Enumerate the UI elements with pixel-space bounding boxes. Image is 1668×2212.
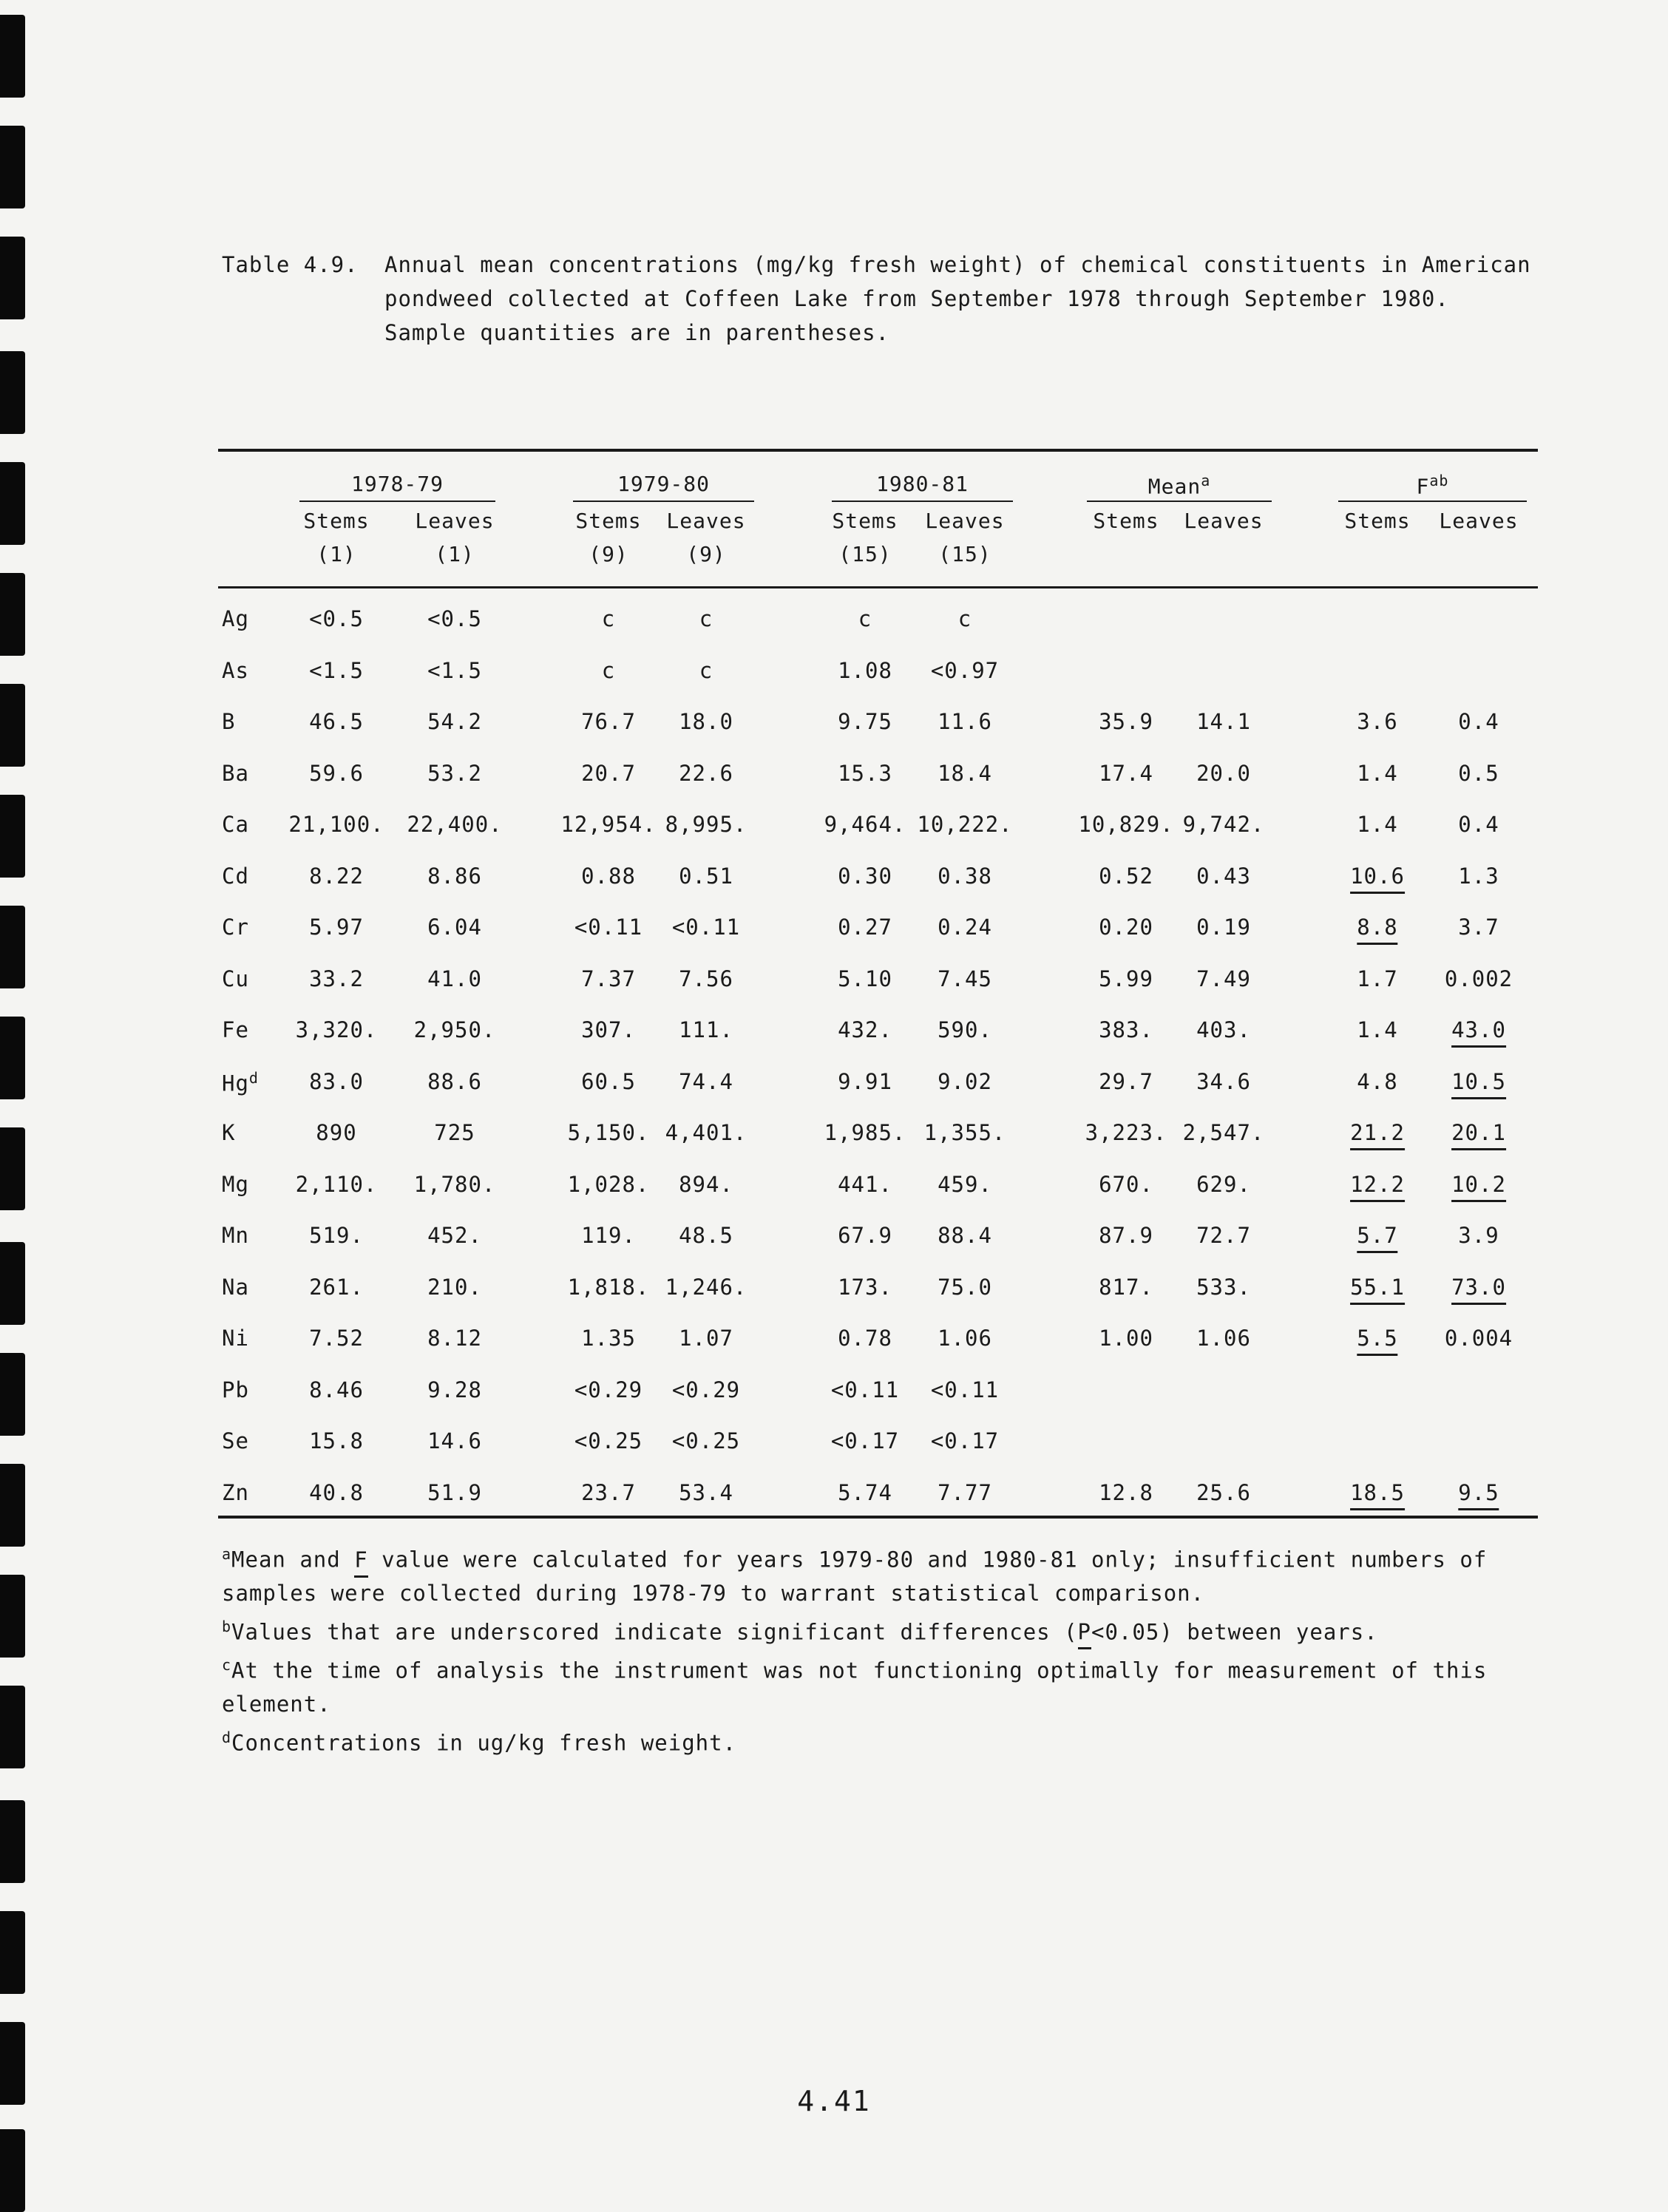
table-cell: 7.45 <box>938 966 992 991</box>
table-cell: 3.9 <box>1458 1223 1499 1248</box>
table-cell: 43.0 <box>1451 1017 1506 1048</box>
column-subheader: Leaves <box>1184 509 1264 533</box>
bottom-rule <box>218 1516 1538 1519</box>
table-cell: 53.4 <box>679 1479 733 1505</box>
column-group-header: 1979-80 <box>617 472 711 496</box>
table-cell: 75.0 <box>938 1274 992 1300</box>
table-cell: 173. <box>838 1274 892 1300</box>
table-cell: 7.37 <box>581 966 636 991</box>
binder-hole <box>0 1464 25 1547</box>
table-cell: 8.22 <box>309 863 364 889</box>
table-cell: 7.56 <box>679 966 733 991</box>
binder-hole <box>0 795 25 878</box>
table-cell: 12.2 <box>1350 1172 1405 1202</box>
table-cell: 452. <box>427 1223 482 1248</box>
table-cell: 5.7 <box>1357 1223 1397 1253</box>
table-cell: 0.4 <box>1458 709 1499 734</box>
table-cell: <0.11 <box>830 1377 900 1402</box>
column-subheader: Stems <box>832 509 898 533</box>
table-cell: 261. <box>309 1274 364 1300</box>
table-cell: 1.4 <box>1357 760 1398 786</box>
table-cell: 20.1 <box>1451 1120 1506 1150</box>
table-cell: <0.17 <box>930 1428 1000 1453</box>
table-cell: 0.88 <box>581 863 636 889</box>
column-group-header: 1980-81 <box>875 472 969 496</box>
table-cell: 9.02 <box>938 1068 992 1094</box>
table-cell: 10.2 <box>1451 1172 1506 1202</box>
table-cell: 459. <box>938 1171 992 1197</box>
table-cell: 59.6 <box>309 760 364 786</box>
table-cell: 0.4 <box>1458 812 1499 837</box>
table-cell: <0.5 <box>427 606 482 631</box>
table-cell: <1.5 <box>427 657 482 683</box>
table-cell: 670. <box>1099 1171 1153 1197</box>
table-cell: 1.06 <box>938 1326 992 1351</box>
table-cell: 0.52 <box>1099 863 1153 889</box>
table-cell: 10.5 <box>1451 1069 1506 1099</box>
binder-hole <box>0 1017 25 1099</box>
table-cell: 18.0 <box>679 709 733 734</box>
column-subheader: Stems <box>303 509 370 533</box>
table-cell: 817. <box>1099 1274 1153 1300</box>
table-cell: 18.5 <box>1350 1480 1405 1510</box>
table-cell: 15.8 <box>309 1428 364 1453</box>
table-cell: 41.0 <box>427 966 482 991</box>
table-cell: c <box>601 606 616 631</box>
table-cell: 9.28 <box>427 1377 482 1402</box>
table-cell: 5.74 <box>838 1479 892 1505</box>
table-cell: 725 <box>434 1120 475 1145</box>
element-symbol: Hg$^d$ <box>222 1068 259 1096</box>
element-symbol: Na <box>222 1274 249 1300</box>
table-cell: 1.4 <box>1357 812 1398 837</box>
binder-hole <box>0 1575 25 1658</box>
element-symbol: B <box>222 709 236 734</box>
sample-count: (1) <box>435 542 475 566</box>
table-cell: 4,401. <box>665 1120 747 1145</box>
table-cell: 1,985. <box>824 1120 906 1145</box>
column-subheader: Leaves <box>415 509 495 533</box>
table-cell: <0.5 <box>309 606 364 631</box>
column-subheader: Leaves <box>1439 509 1519 533</box>
binder-hole <box>0 351 25 434</box>
table-cell: <1.5 <box>309 657 364 683</box>
table-cell: 54.2 <box>427 709 482 734</box>
element-symbol: Mg <box>222 1171 249 1197</box>
header-rule <box>218 586 1538 588</box>
table-cell: 432. <box>838 1017 892 1042</box>
table-cell: 3,320. <box>295 1017 378 1042</box>
table-cell: 1,818. <box>567 1274 650 1300</box>
table-cell: 2,110. <box>295 1171 378 1197</box>
element-symbol: As <box>222 657 249 683</box>
table-cell: 15.3 <box>838 760 892 786</box>
table-cell: c <box>957 606 972 631</box>
element-symbol: Cr <box>222 915 249 940</box>
sample-count: (9) <box>686 542 726 566</box>
table-cell: c <box>699 606 713 631</box>
table-cell: <0.17 <box>830 1428 900 1453</box>
table-cell: 20.0 <box>1196 760 1251 786</box>
column-group-rule <box>832 501 1013 502</box>
table-cell: 83.0 <box>309 1068 364 1094</box>
table-cell: 10,222. <box>917 812 1013 837</box>
element-symbol: Fe <box>222 1017 249 1042</box>
top-rule <box>218 449 1538 452</box>
element-symbol: Ca <box>222 812 249 837</box>
table-cell: 0.24 <box>938 915 992 940</box>
table-cell: 46.5 <box>309 709 364 734</box>
table-cell: 5.5 <box>1357 1326 1397 1356</box>
table-cell: 441. <box>838 1171 892 1197</box>
table-cell: <0.11 <box>930 1377 1000 1402</box>
column-group-header: $F^{ab}$ <box>1416 472 1449 499</box>
column-group-rule <box>1338 501 1527 502</box>
binder-hole <box>0 573 25 656</box>
element-symbol: Se <box>222 1428 249 1453</box>
table-cell: 403. <box>1196 1017 1251 1042</box>
table-cell: 67.9 <box>838 1223 892 1248</box>
table-cell: 6.04 <box>427 915 482 940</box>
table-cell: 7.52 <box>309 1326 364 1351</box>
table-cell: 22,400. <box>407 812 503 837</box>
binder-hole <box>0 1911 25 1994</box>
table-cell: 0.004 <box>1444 1326 1513 1351</box>
table-cell: 35.9 <box>1099 709 1153 734</box>
column-subheader: Stems <box>575 509 642 533</box>
table-cell: 10,829. <box>1078 812 1174 837</box>
column-subheader: Leaves <box>666 509 746 533</box>
table-cell: c <box>858 606 872 631</box>
element-symbol: Zn <box>222 1479 249 1505</box>
table-cell: 88.6 <box>427 1068 482 1094</box>
table-cell: 33.2 <box>309 966 364 991</box>
table-cell: 1,028. <box>567 1171 650 1197</box>
table-cell: 894. <box>679 1171 733 1197</box>
table-cell: 0.5 <box>1458 760 1499 786</box>
table-cell: 7.49 <box>1196 966 1251 991</box>
binder-hole <box>0 1127 25 1210</box>
caption-label: Table 4.9. <box>222 252 359 277</box>
binder-hole <box>0 126 25 208</box>
table-cell: <0.25 <box>574 1428 643 1453</box>
table-cell: 1.00 <box>1099 1326 1153 1351</box>
table-cell: <0.11 <box>671 915 741 940</box>
table-cell: 9.75 <box>838 709 892 734</box>
table-cell: 60.5 <box>581 1068 636 1094</box>
table-cell: 7.77 <box>938 1479 992 1505</box>
table-cell: 111. <box>679 1017 733 1042</box>
table-cell: 8,995. <box>665 812 747 837</box>
footnote-c: $^c$At the time of analysis the instrument was not functioning optimally for measurement of this element. <box>222 1656 1488 1717</box>
element-symbol: Ba <box>222 760 249 786</box>
table-cell: 0.78 <box>838 1326 892 1351</box>
table-cell: 23.7 <box>581 1479 636 1505</box>
table-cell: 629. <box>1196 1171 1251 1197</box>
element-symbol: K <box>222 1120 236 1145</box>
table-cell: 8.46 <box>309 1377 364 1402</box>
table-cell: 8.86 <box>427 863 482 889</box>
footnote-b: $^b$Values that are underscored indicate significant differences (P<0.05) between years. <box>222 1610 1494 1649</box>
table-cell: 87.9 <box>1099 1223 1153 1248</box>
table-cell: 1.08 <box>838 657 892 683</box>
column-group-rule <box>299 501 495 502</box>
table-cell: 12.8 <box>1099 1479 1153 1505</box>
binder-hole <box>0 1800 25 1883</box>
table-cell: 76.7 <box>581 709 636 734</box>
binder-hole <box>0 1353 25 1436</box>
table-cell: 1.06 <box>1196 1326 1251 1351</box>
element-symbol: Cu <box>222 966 249 991</box>
page-number: 4.41 <box>797 2085 871 2117</box>
table-cell: 210. <box>427 1274 482 1300</box>
table-cell: 10.6 <box>1350 864 1405 894</box>
table-cell: 383. <box>1099 1017 1153 1042</box>
table-cell: 0.51 <box>679 863 733 889</box>
table-cell: 3,223. <box>1085 1120 1167 1145</box>
table-cell: 3.6 <box>1357 709 1398 734</box>
table-cell: 0.38 <box>938 863 992 889</box>
table-cell: 53.2 <box>427 760 482 786</box>
table-cell: 21,100. <box>288 812 384 837</box>
table-cell: 2,547. <box>1182 1120 1265 1145</box>
element-symbol: Ni <box>222 1326 249 1351</box>
table-cell: 0.43 <box>1196 863 1251 889</box>
table-cell: 1.07 <box>679 1326 733 1351</box>
binder-hole <box>0 462 25 545</box>
table-cell: 1.7 <box>1357 966 1398 991</box>
table-cell: 4.8 <box>1357 1068 1398 1094</box>
footnotes <box>222 1538 1494 1760</box>
table-cell: 590. <box>938 1017 992 1042</box>
table-cell: 9.91 <box>838 1068 892 1094</box>
column-group-header: Mean$^a$ <box>1147 472 1211 499</box>
table-cell: 73.0 <box>1451 1275 1506 1305</box>
binder-hole <box>0 15 25 98</box>
table-cell: <0.29 <box>574 1377 643 1402</box>
table-cell: 40.8 <box>309 1479 364 1505</box>
table-cell: 0.30 <box>838 863 892 889</box>
table-cell: 48.5 <box>679 1223 733 1248</box>
binder-hole <box>0 1686 25 1768</box>
table-cell: 74.4 <box>679 1068 733 1094</box>
table-cell: 12,954. <box>560 812 657 837</box>
table-cell: 8.8 <box>1357 915 1397 945</box>
column-subheader: Stems <box>1093 509 1159 533</box>
table-cell: 5.99 <box>1099 966 1153 991</box>
table-cell: 119. <box>581 1223 636 1248</box>
table-cell: <0.25 <box>671 1428 741 1453</box>
table-cell: 34.6 <box>1196 1068 1251 1094</box>
binder-hole <box>0 1242 25 1325</box>
table-cell: <0.29 <box>671 1377 741 1402</box>
column-group-rule <box>573 501 754 502</box>
column-group-rule <box>1087 501 1272 502</box>
table-caption <box>222 248 1538 350</box>
footnote-d: $^d$Concentrations in ug/kg fresh weight. <box>222 1728 737 1756</box>
table-cell: 890 <box>316 1120 357 1145</box>
table-cell: 14.1 <box>1196 709 1251 734</box>
table-cell: 5.97 <box>309 915 364 940</box>
table-cell: 9,464. <box>824 812 906 837</box>
caption-text: Annual mean concentrations (mg/kg fresh weight) of chemical constituents in American pondweed collected at Coffeen Lake from September 1978 through September 1980. Sample quantities are in parentheses. <box>384 252 1531 345</box>
table-cell: 3.7 <box>1458 915 1499 940</box>
table-cell: 22.6 <box>679 760 733 786</box>
sample-count: (15) <box>838 542 892 566</box>
element-symbol: Ag <box>222 606 249 631</box>
table-cell: 1.4 <box>1357 1017 1398 1042</box>
element-symbol: Pb <box>222 1377 249 1402</box>
table-cell: c <box>601 657 616 683</box>
column-subheader: Stems <box>1344 509 1411 533</box>
table-cell: 1.3 <box>1458 863 1499 889</box>
table-cell: 55.1 <box>1350 1275 1405 1305</box>
table-cell: 533. <box>1196 1274 1251 1300</box>
table-cell: 72.7 <box>1196 1223 1251 1248</box>
table-cell: 0.19 <box>1196 915 1251 940</box>
table-cell: 0.20 <box>1099 915 1153 940</box>
binder-hole <box>0 684 25 767</box>
table-cell: 11.6 <box>938 709 992 734</box>
table-cell: 9.5 <box>1458 1480 1499 1510</box>
table-cell: 5.10 <box>838 966 892 991</box>
binder-hole <box>0 906 25 988</box>
column-subheader: Leaves <box>925 509 1005 533</box>
footnote-a: $^a$Mean and F value were calculated for years 1979-80 and 1980-81 only; insufficient numbers of samples were collected during 1978-79 to warrant statistical comparison. <box>222 1545 1488 1606</box>
table-cell: 5,150. <box>567 1120 650 1145</box>
table-cell: 9,742. <box>1182 812 1265 837</box>
binder-hole <box>0 2129 25 2212</box>
column-group-header: 1978-79 <box>350 472 444 496</box>
binder-hole <box>0 237 25 319</box>
table-cell: 18.4 <box>938 760 992 786</box>
table-cell: 0.002 <box>1444 966 1513 991</box>
element-symbol: Mn <box>222 1223 249 1248</box>
table-cell: 1,246. <box>665 1274 747 1300</box>
table-cell: <0.11 <box>574 915 643 940</box>
table-cell: 8.12 <box>427 1326 482 1351</box>
table-cell: 307. <box>581 1017 636 1042</box>
binder-holes <box>0 0 30 2200</box>
table-cell: c <box>699 657 713 683</box>
table-cell: 88.4 <box>938 1223 992 1248</box>
table-cell: 0.27 <box>838 915 892 940</box>
table-cell: 17.4 <box>1099 760 1153 786</box>
sample-count: (15) <box>938 542 991 566</box>
table-cell: 1.35 <box>581 1326 636 1351</box>
table-cell: <0.97 <box>930 657 1000 683</box>
table-cell: 51.9 <box>427 1479 482 1505</box>
table-cell: 2,950. <box>413 1017 496 1042</box>
table-cell: 519. <box>309 1223 364 1248</box>
table-cell: 20.7 <box>581 760 636 786</box>
table-cell: 1,780. <box>413 1171 496 1197</box>
table-cell: 21.2 <box>1350 1120 1405 1150</box>
sample-count: (1) <box>316 542 356 566</box>
element-symbol: Cd <box>222 863 249 889</box>
table-cell: 29.7 <box>1099 1068 1153 1094</box>
table-cell: 25.6 <box>1196 1479 1251 1505</box>
sample-count: (9) <box>589 542 628 566</box>
table-cell: 1,355. <box>923 1120 1006 1145</box>
table-cell: 14.6 <box>427 1428 482 1453</box>
